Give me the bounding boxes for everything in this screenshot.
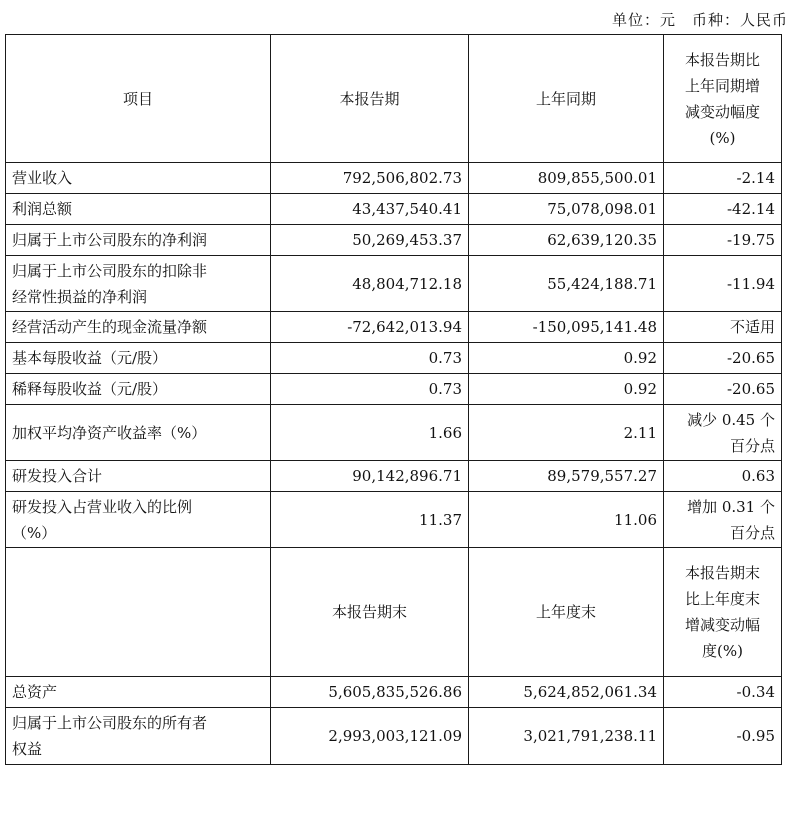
row-prior: 89,579,557.27 <box>469 461 664 492</box>
table-row <box>6 461 782 492</box>
row-label-line: 营业收入 <box>12 169 73 187</box>
header-prior: 上年度末 <box>469 548 664 677</box>
table-row <box>6 405 782 461</box>
row-prior: 809,855,500.01 <box>469 163 664 194</box>
table-row <box>6 312 782 343</box>
row-change-line: 百分点 <box>729 436 775 455</box>
row-current: 2,993,003,121.09 <box>271 708 469 765</box>
row-prior: 62,639,120.35 <box>469 225 664 256</box>
row-label-line: 经常性损益的净利润 <box>12 287 148 306</box>
row-label <box>6 405 271 461</box>
row-label-line: （%） <box>12 523 57 542</box>
row-change-line: 不适用 <box>729 318 775 336</box>
row-change-line: -20.65 <box>726 380 775 398</box>
row-label-line: 归属于上市公司股东的所有者 <box>12 714 208 732</box>
row-change-line: -20.65 <box>726 349 775 367</box>
header-item: 项目 <box>6 35 271 163</box>
row-current: 792,506,802.73 <box>271 163 469 194</box>
row-prior: 55,424,188.71 <box>469 256 664 312</box>
row-label-line: 权益 <box>12 740 43 758</box>
row-change-line: 增加 0.31 个 <box>687 497 775 516</box>
row-change <box>664 492 782 548</box>
header-change-line: (%) <box>709 128 736 147</box>
row-label-line: 研发投入占营业收入的比例 <box>12 497 193 516</box>
row-current: -72,642,013.94 <box>271 312 469 343</box>
row-label <box>6 163 271 194</box>
header-current: 本报告期末 <box>271 548 469 677</box>
row-change-line: -0.95 <box>736 727 775 745</box>
table-row <box>6 163 782 194</box>
row-change <box>664 163 782 194</box>
header-change-line: 减变动幅度 <box>684 102 760 121</box>
row-change-line: 减少 0.45 个 <box>687 410 775 429</box>
row-label <box>6 677 271 708</box>
row-label <box>6 225 271 256</box>
row-change <box>664 708 782 765</box>
header-current: 本报告期 <box>271 35 469 163</box>
row-change-line: -11.94 <box>726 274 775 293</box>
row-current: 0.73 <box>271 374 469 405</box>
row-change-line: 0.63 <box>741 467 775 485</box>
header-change-line: 本报告期比 <box>684 50 760 69</box>
header-row-period-end <box>6 548 782 677</box>
table-row <box>6 256 782 312</box>
row-prior: 75,078,098.01 <box>469 194 664 225</box>
row-current: 50,269,453.37 <box>271 225 469 256</box>
row-label-line: 总资产 <box>12 683 58 701</box>
table-row <box>6 194 782 225</box>
row-prior: 0.92 <box>469 343 664 374</box>
row-prior: 3,021,791,238.11 <box>469 708 664 765</box>
row-change-line: -0.34 <box>736 683 775 701</box>
row-change-line: -19.75 <box>726 231 775 249</box>
table-row <box>6 374 782 405</box>
row-label <box>6 343 271 374</box>
row-current: 1.66 <box>271 405 469 461</box>
row-prior: 0.92 <box>469 374 664 405</box>
row-prior: -150,095,141.48 <box>469 312 664 343</box>
row-prior: 2.11 <box>469 405 664 461</box>
row-change <box>664 194 782 225</box>
row-change <box>664 405 782 461</box>
row-change-line: -42.14 <box>726 200 775 218</box>
row-prior: 11.06 <box>469 492 664 548</box>
header-item <box>6 548 271 677</box>
row-label-line: 归属于上市公司股东的扣除非 <box>12 261 208 280</box>
row-current: 90,142,896.71 <box>271 461 469 492</box>
table-row <box>6 343 782 374</box>
row-current: 11.37 <box>271 492 469 548</box>
row-change <box>664 343 782 374</box>
header-row-period <box>6 35 782 163</box>
header-change <box>664 548 782 677</box>
row-change-line: 百分点 <box>729 523 775 542</box>
row-label <box>6 194 271 225</box>
row-label <box>6 374 271 405</box>
table-row <box>6 225 782 256</box>
row-label <box>6 461 271 492</box>
header-change-line: 度(%) <box>702 642 743 660</box>
header-change <box>664 35 782 163</box>
row-label <box>6 256 271 312</box>
row-prior: 5,624,852,061.34 <box>469 677 664 708</box>
row-change <box>664 461 782 492</box>
header-change-line: 比上年度末 <box>684 590 760 608</box>
row-label-line: 加权平均净资产收益率（%） <box>12 423 207 442</box>
row-label <box>6 708 271 765</box>
row-label-line: 稀释每股收益（元/股） <box>12 380 168 398</box>
row-current: 0.73 <box>271 343 469 374</box>
table-row <box>6 492 782 548</box>
row-current: 43,437,540.41 <box>271 194 469 225</box>
row-change-line: -2.14 <box>736 169 775 187</box>
row-current: 5,605,835,526.86 <box>271 677 469 708</box>
header-change-line: 上年同期增 <box>684 76 760 95</box>
row-label-line: 基本每股收益（元/股） <box>12 349 168 367</box>
row-label-line: 归属于上市公司股东的净利润 <box>12 231 208 249</box>
row-label <box>6 492 271 548</box>
unit-note: 单位：元 币种：人民币 <box>611 11 788 29</box>
row-change <box>664 312 782 343</box>
financial-table <box>5 34 782 765</box>
header-prior: 上年同期 <box>469 35 664 163</box>
table-row <box>6 708 782 765</box>
row-label-line: 研发投入合计 <box>12 467 103 485</box>
row-label-line: 利润总额 <box>12 200 73 218</box>
row-change <box>664 374 782 405</box>
row-label <box>6 312 271 343</box>
row-change <box>664 256 782 312</box>
row-change <box>664 225 782 256</box>
table-row <box>6 677 782 708</box>
row-change <box>664 677 782 708</box>
header-change-line: 增减变动幅 <box>684 616 760 634</box>
header-change-line: 本报告期末 <box>684 564 760 582</box>
row-label-line: 经营活动产生的现金流量净额 <box>12 318 208 336</box>
row-current: 48,804,712.18 <box>271 256 469 312</box>
